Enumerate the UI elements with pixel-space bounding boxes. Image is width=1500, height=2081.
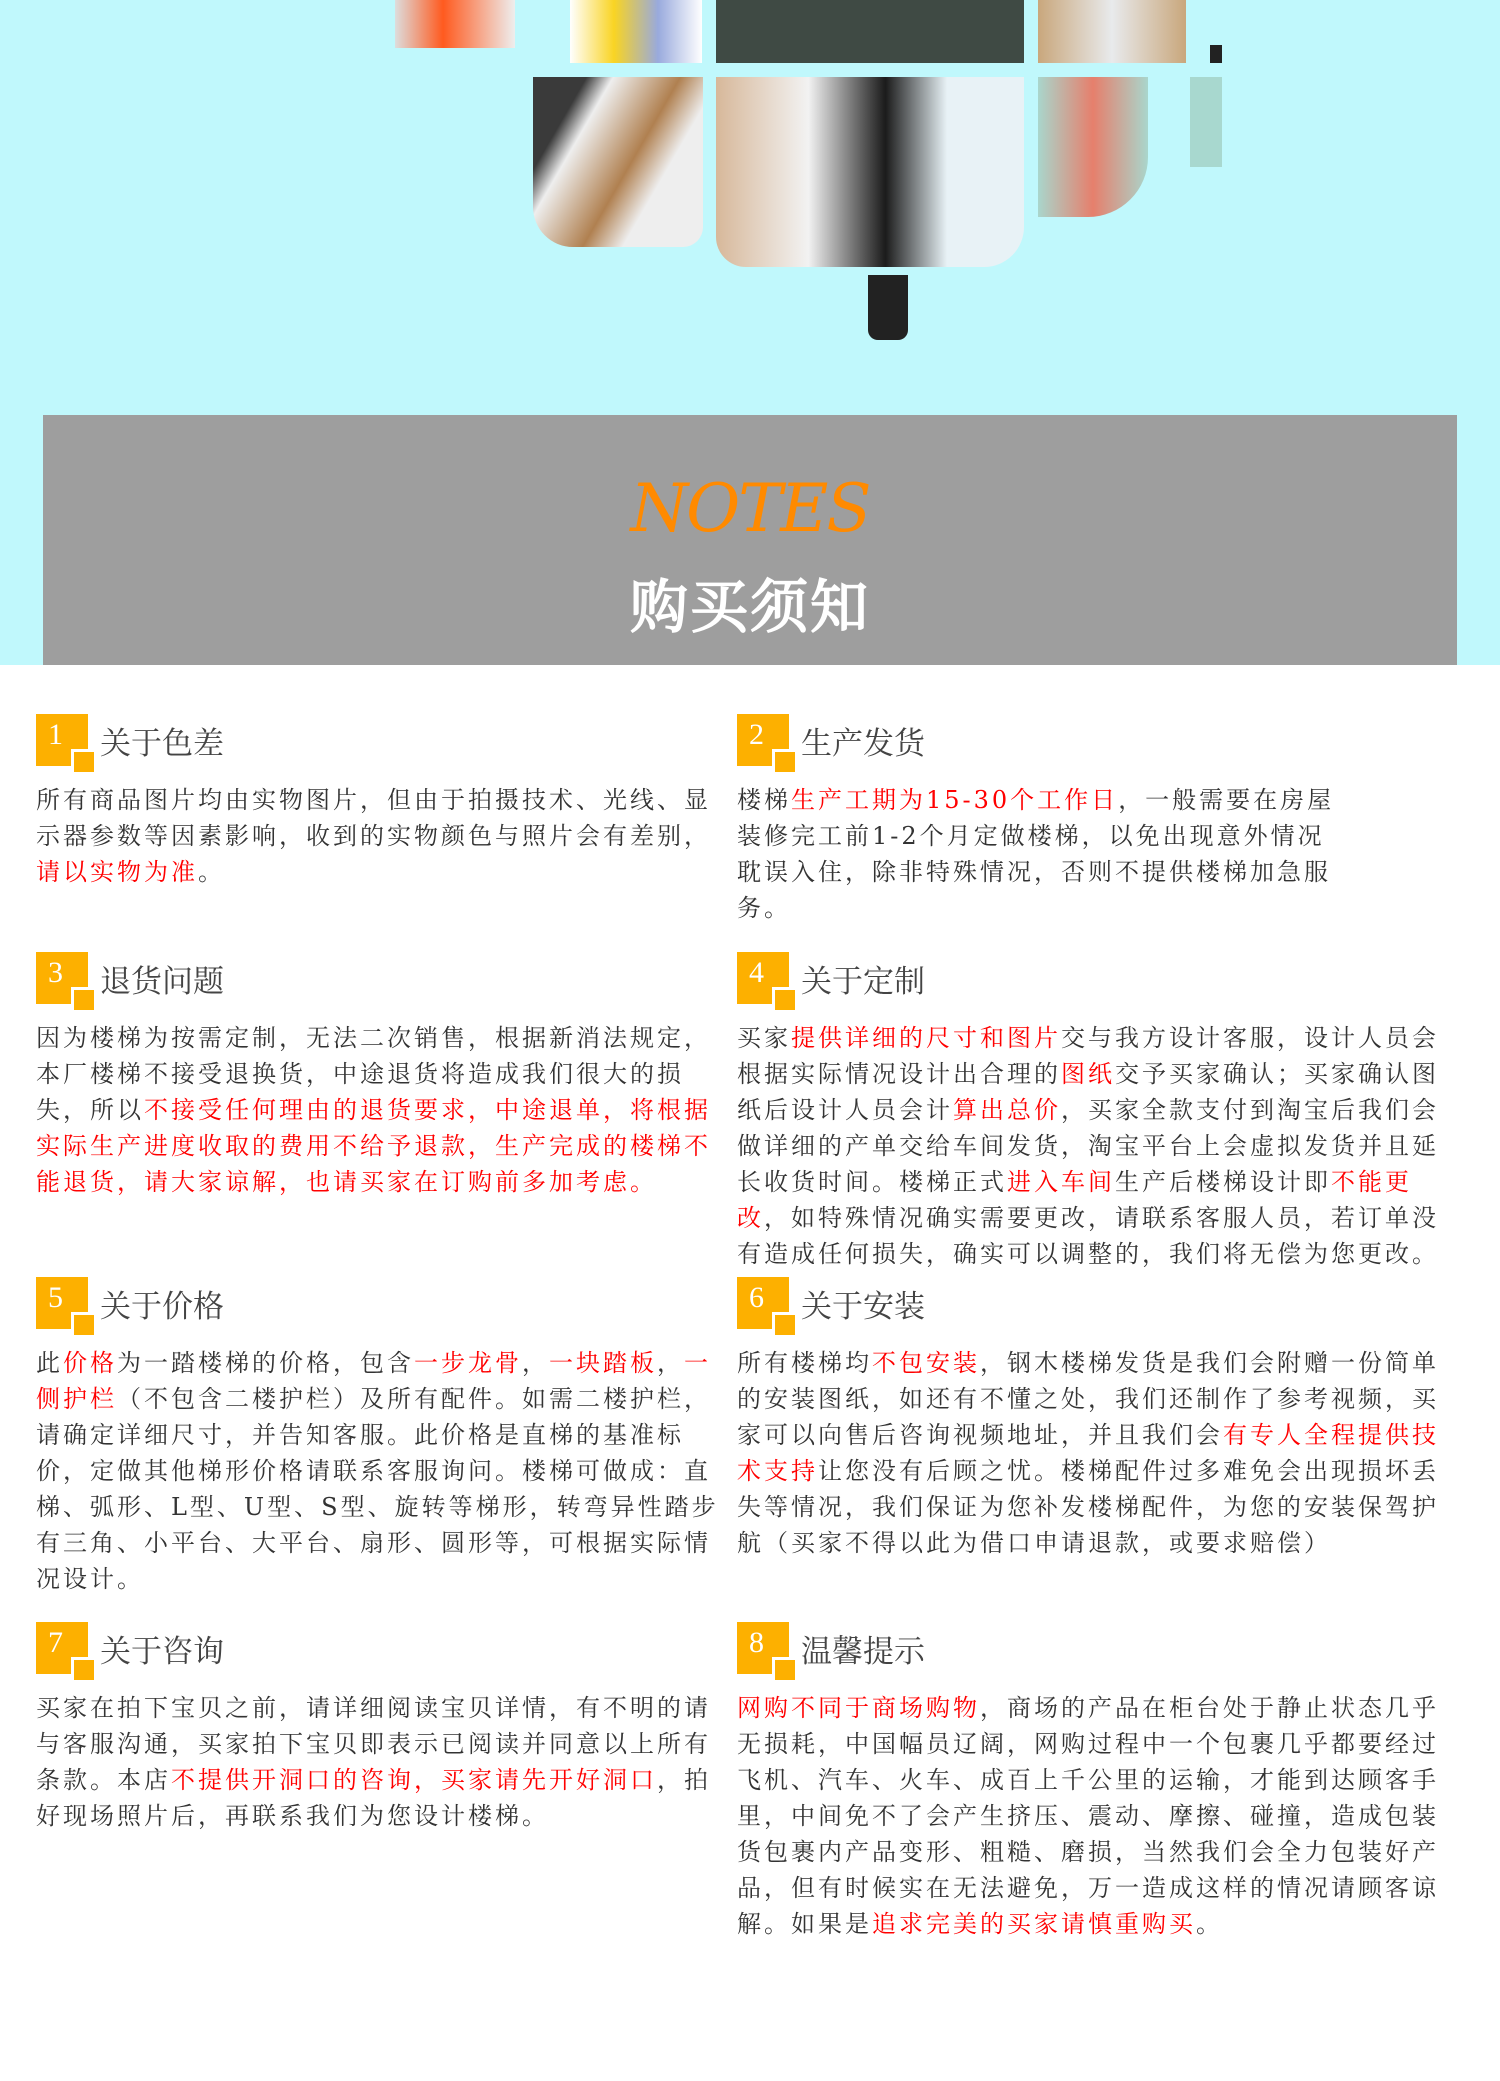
highlighted-text: 算出总价 — [953, 1096, 1061, 1124]
body-text: ，拍好现场照片后，再联系我们为您设计楼梯。 — [36, 1766, 711, 1830]
badge-corner-decoration — [71, 987, 94, 1010]
body-text: 生产后楼梯设计即 — [1115, 1168, 1331, 1196]
section-number: 6 — [749, 1281, 764, 1314]
number-badge — [36, 1277, 88, 1329]
section-header — [36, 712, 736, 768]
section-header — [737, 950, 1457, 1006]
body-text: ，一般需要在房屋装修完工前1-2个月定做楼梯，以免出现意外情况耽误入住，除非特殊情况，否则不提供楼梯加急服务。 — [737, 786, 1335, 922]
body-text: ，商场的产品在柜台处于静止状态几乎无损耗，中国幅员辽阔，网购过程中一个包裹几乎都要经过飞机、汽车、火车、成百上千公里的运输，才能到达顾客手里，中间免不了会产生挤压、震动、摩擦、碰撞，造成包装货包裹内产品变形、粗糙、磨损，当然我们会全力包装好产品，但有时候实在无法避免，万一造成这样的情况请顾客谅解。如果是 — [737, 1694, 1439, 1938]
section-number: 2 — [749, 718, 764, 751]
body-text: 交与我方设计客服，设计人员会根据实际情况设计出合理的 — [737, 1024, 1439, 1088]
section-body — [36, 782, 736, 890]
notice-section-6 — [737, 1275, 1457, 1561]
number-badge — [737, 1277, 789, 1329]
body-text: 此 — [36, 1349, 63, 1377]
section-title: 关于安装 — [801, 1288, 925, 1325]
highlighted-text: 一侧护栏 — [36, 1349, 711, 1413]
badge-corner-decoration — [71, 1312, 94, 1335]
section-header — [737, 1275, 1457, 1331]
body-text: ， — [522, 1349, 549, 1377]
notice-section-3 — [36, 950, 736, 1200]
section-body — [737, 1020, 1457, 1272]
highlighted-text: 请以实物为准 — [36, 858, 198, 886]
notice-section-1 — [36, 712, 736, 890]
section-title: 退货问题 — [100, 963, 224, 1000]
body-text: 因为楼梯为按需定制，无法二次销售，根据新消法规定，本厂楼梯不接受退换货，中途退货将造成我们很大的损失，所以 — [36, 1024, 711, 1124]
highlighted-text: 追求完美的买家请慎重购买 — [872, 1910, 1196, 1938]
body-text: ， — [657, 1349, 684, 1377]
badge-corner-decoration — [772, 1312, 795, 1335]
section-body — [737, 1345, 1457, 1561]
section-title: 关于色差 — [100, 725, 224, 762]
highlighted-text: 不提供开洞口的咨询，买家请先开好洞口 — [171, 1766, 657, 1794]
section-title: 关于咨询 — [100, 1633, 224, 1670]
section-body — [36, 1020, 736, 1200]
number-badge — [737, 1622, 789, 1674]
highlighted-text: 一块踏板 — [549, 1349, 657, 1377]
section-number: 8 — [749, 1626, 764, 1659]
body-text: ，钢木楼梯发货是我们会附赠一份简单的安装图纸，如还有不懂之处，我们还制作了参考视频，买家可以向售后咨询视频地址，并且我们会 — [737, 1349, 1439, 1449]
body-text: 买家在拍下宝贝之前，请详细阅读宝贝详情，有不明的请与客服沟通，买家拍下宝贝即表示已阅读并同意以上所有条款。本店 — [36, 1694, 711, 1794]
section-header — [36, 1620, 736, 1676]
number-badge — [36, 714, 88, 766]
section-number: 5 — [48, 1281, 63, 1314]
section-number: 7 — [48, 1626, 63, 1659]
section-header — [36, 950, 736, 1006]
badge-corner-decoration — [772, 749, 795, 772]
number-badge — [36, 1622, 88, 1674]
badge-corner-decoration — [71, 749, 94, 772]
highlighted-text: 价格 — [63, 1349, 117, 1377]
highlighted-text: 生产工期为15-30个工作日 — [791, 786, 1119, 814]
body-text: 买家 — [737, 1024, 791, 1052]
body-text: ，如特殊情况确实需要更改，请联系客服人员，若订单没有造成任何损失，确实可以调整的，我们将无偿为您更改。 — [737, 1204, 1439, 1268]
notice-section-2 — [737, 712, 1337, 926]
section-number: 4 — [749, 956, 764, 989]
badge-corner-decoration — [772, 1657, 795, 1680]
section-number: 3 — [48, 956, 63, 989]
highlighted-text: 一步龙骨 — [414, 1349, 522, 1377]
number-badge — [737, 714, 789, 766]
body-text: （不包含二楼护栏）及所有配件。如需二楼护栏，请确定详细尺寸，并告知客服。此价格是直梯的基准标价，定做其他梯形价格请联系客服询问。楼梯可做成：直梯、弧形、L型、U型、S型、旋转等梯形，转弯异性踏步有三角、小平台、大平台、扇形、圆形等，可根据实际情况设计。 — [36, 1385, 719, 1593]
body-text: 所有商品图片均由实物图片，但由于拍摄技术、光线、显示器参数等因素影响，收到的实物颜色与照片会有差别， — [36, 786, 711, 850]
notice-section-8 — [737, 1620, 1457, 1942]
highlighted-text: 不能更改 — [737, 1168, 1412, 1232]
section-body — [36, 1690, 736, 1834]
section-body — [737, 782, 1337, 926]
number-badge — [737, 952, 789, 1004]
body-text: 。 — [198, 858, 225, 886]
body-text: 楼梯 — [737, 786, 791, 814]
highlighted-text: 提供详细的尺寸和图片 — [791, 1024, 1061, 1052]
notice-section-4 — [737, 950, 1457, 1272]
badge-corner-decoration — [772, 987, 795, 1010]
highlighted-text: 不包安装 — [872, 1349, 980, 1377]
badge-corner-decoration — [71, 1657, 94, 1680]
notes-title-en: NOTES — [630, 470, 870, 547]
number-badge — [36, 952, 88, 1004]
body-text: 为一踏楼梯的价格，包含 — [117, 1349, 414, 1377]
notice-section-7 — [36, 1620, 736, 1834]
section-title: 关于定制 — [801, 963, 925, 1000]
notice-section-5 — [36, 1275, 736, 1597]
highlighted-text: 有专人全程提供技术支持 — [737, 1421, 1439, 1485]
section-number: 1 — [48, 718, 63, 751]
body-text: ，买家全款支付到淘宝后我们会做详细的产单交给车间发货，淘宝平台上会虚拟发货并且延长收货时间。楼梯正式 — [737, 1096, 1439, 1196]
highlighted-text: 不接受任何理由的退货要求，中途退单，将根据实际生产进度收取的费用不给予退款，生产完成的楼梯不能退货，请大家谅解，也请买家在订购前多加考虑。 — [36, 1096, 711, 1196]
section-body — [737, 1690, 1457, 1942]
highlighted-text: 图纸 — [1061, 1060, 1115, 1088]
hero-banner — [0, 0, 1500, 665]
section-title: 关于价格 — [100, 1288, 224, 1325]
section-title: 生产发货 — [801, 725, 925, 762]
section-body — [36, 1345, 736, 1597]
body-text: 交予买家确认；买家确认图纸后设计人员会计 — [737, 1060, 1439, 1124]
highlighted-text: 进入车间 — [1007, 1168, 1115, 1196]
body-text: 。 — [1196, 1910, 1223, 1938]
section-header — [36, 1275, 736, 1331]
body-text: 所有楼梯均 — [737, 1349, 872, 1377]
section-header — [737, 1620, 1457, 1676]
section-header — [737, 712, 1337, 768]
notes-title-cn: 购买须知 — [629, 573, 870, 641]
section-title: 温馨提示 — [801, 1633, 925, 1670]
body-text: 让您没有后顾之忧。楼梯配件过多难免会出现损坏丢失等情况，我们保证为您补发楼梯配件，为您的安装保驾护航（买家不得以此为借口申请退款，或要求赔偿） — [737, 1457, 1439, 1557]
highlighted-text: 网购不同于商场购物 — [737, 1694, 980, 1722]
